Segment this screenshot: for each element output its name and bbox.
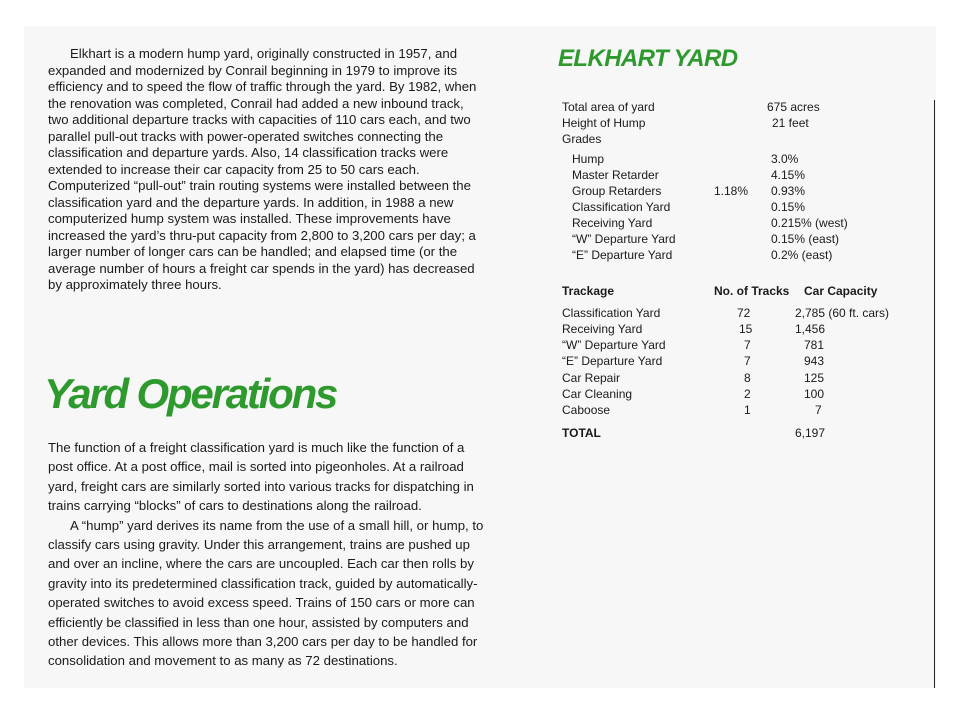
trackage-row-capacity: 7 <box>815 403 822 417</box>
trackage-row-name: “W” Departure Yard <box>562 338 666 352</box>
grade-label: Master Retarder <box>572 168 659 182</box>
operations-paragraph-2: A “hump” yard derives its name from the use of a small hill, or hump, to classify cars using gravity. Under this arrangement, trains are pushed up and over an incline, where the cars are uncoupled. Each car then rolls by gravity into its predetermined classification track, guided by automatically-operated switches to avoid excess speed. Trains of 150 cars or more can efficiently be classified in less than one hour, assisted by computers and other devices. This allows more than 3,200 cars per day to be handled for consolidation and movement to as many as 72 destinations. <box>48 517 484 669</box>
trackage-header: Trackage <box>562 284 615 298</box>
hump-height-value: 21 feet <box>772 116 809 130</box>
trackage-row-tracks: 1 <box>744 403 751 417</box>
intro-paragraph: Elkhart is a modern hump yard, originally constructed in 1957, and expanded and modernized by Conrail beginning in 1979 to improve its efficiency and to speed the flow of traffic through the yard. By 1982, when the renovation was completed, Conrail had added a new inbound track, two additional departure tracks with capacities of 110 cars each, and two parallel pull-out tracks with power-operated switches connecting the classification and departure yards. Also, 14 classification tracks were extended to increase their car capacity from 25 to 50 cars each. Computerized “pull-out” train routing systems were installed between the classification yard and the departure yards. In addition, in 1988 a new computerized hump system was installed. These improvements have increased the yard’s thru-put capacity from 2,800 to 3,200 cars per day; a larger number of longer cars can be handled; and elapsed time (or the average number of hours a freight car spends in the yard) has decreased by approximately three hours. <box>48 46 477 292</box>
grade-label: Hump <box>572 152 605 166</box>
operations-section <box>48 438 484 671</box>
trackage-row-name: Caboose <box>562 403 611 417</box>
trackage-total-value: 6,197 <box>795 426 826 440</box>
page-edge-line <box>934 100 935 688</box>
trackage-row-capacity: 943 <box>804 354 825 368</box>
trackage-row-name: Car Repair <box>562 371 621 385</box>
operations-paragraph-1: The function of a freight classification yard is much like the function of a post office. At a post office, mail is sorted into pigeonholes. At a railroad yard, freight cars are similarly sorted into various tracks for dispatching in trains carrying “blocks” of cars to destinations along the railroad. <box>48 440 474 514</box>
trackage-row-tracks: 8 <box>744 371 751 385</box>
trackage-row-tracks: 7 <box>744 354 751 368</box>
trackage-row-tracks: 7 <box>744 338 751 352</box>
hump-height-label: Height of Hump <box>562 116 646 130</box>
capacity-header: Car Capacity <box>804 284 878 298</box>
trackage-total-label: TOTAL <box>562 426 601 440</box>
trackage-row-name: Receiving Yard <box>562 322 643 336</box>
trackage-row-capacity: 100 <box>804 387 825 401</box>
grades-label: Grades <box>562 132 602 146</box>
grade-value: 0.2% (east) <box>771 248 833 262</box>
grade-value: 0.215% (west) <box>771 216 848 230</box>
trackage-row-name: “E” Departure Yard <box>562 354 663 368</box>
trackage-row-tracks: 15 <box>739 322 753 336</box>
elkhart-yard-title: ELKHART YARD <box>558 45 738 72</box>
grade-label: Classification Yard <box>572 200 671 214</box>
grade-label: “W” Departure Yard <box>572 232 676 246</box>
total-area-label: Total area of yard <box>562 100 655 114</box>
trackage-row-name: Car Cleaning <box>562 387 633 401</box>
grade-extra-value: 1.18% <box>714 184 749 198</box>
trackage-row-capacity: 2,785 (60 ft. cars) <box>795 306 890 320</box>
tracks-header: No. of Tracks <box>714 284 790 298</box>
grade-value: 0.15% (east) <box>771 232 840 246</box>
trackage-row-capacity: 781 <box>804 338 825 352</box>
total-area-value: 675 acres <box>767 100 820 114</box>
grade-value: 3.0% <box>771 152 799 166</box>
grade-label: “E” Departure Yard <box>572 248 673 262</box>
grade-label: Group Retarders <box>572 184 662 198</box>
trackage-row-tracks: 2 <box>744 387 751 401</box>
trackage-row-capacity: 125 <box>804 371 825 385</box>
intro-section <box>48 46 480 294</box>
grade-value: 0.93% <box>771 184 806 198</box>
trackage-row-tracks: 72 <box>737 306 751 320</box>
trackage-row-capacity: 1,456 <box>795 322 826 336</box>
grade-value: 0.15% <box>771 200 806 214</box>
trackage-row-name: Classification Yard <box>562 306 661 320</box>
yard-operations-heading: Yard Operations <box>44 370 337 417</box>
grade-label: Receiving Yard <box>572 216 653 230</box>
grade-value: 4.15% <box>771 168 806 182</box>
